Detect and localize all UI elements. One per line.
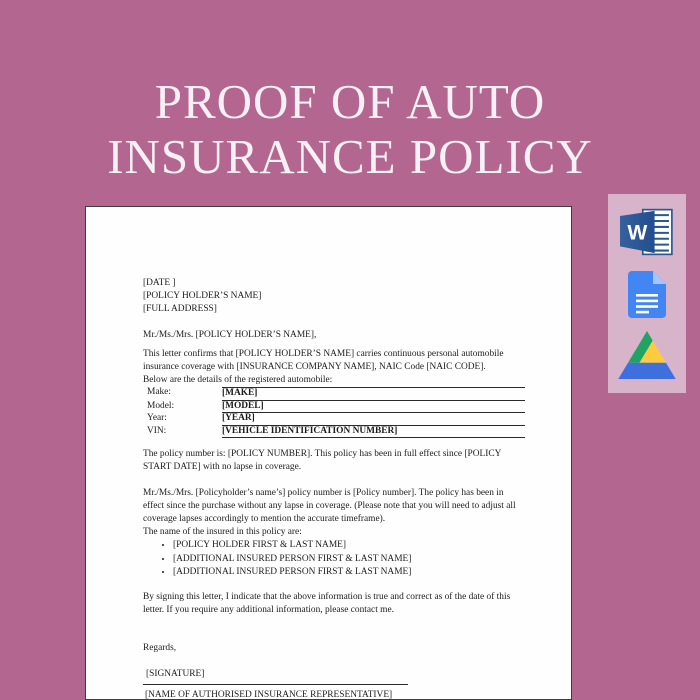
representative-name-line: [NAME OF AUTHORISED INSURANCE REPRESENTATIVE]: [145, 689, 393, 700]
google-docs-icon: [628, 271, 666, 318]
regards-line: Regards,: [143, 642, 177, 653]
list-item: • [POLICY HOLDER FIRST & LAST NAME]: [173, 539, 525, 553]
confirmation-paragraph: This letter confirms that [POLICY HOLDER’S NAME] carries continuous personal automobile insurance coverage with [INSURANCE COMPANY NAME], NAIC Code [NAIC CODE].: [143, 349, 504, 372]
policy-effect-paragraph: Mr./Ms./Mrs. [Policyholder’s name’s] policy number is [Policy number]. The policy has been in effect since the purchase without any lapse in coverage. (Please note that you will need to adjust all coverage lapses accordingly to mention the accurate timeframe).: [143, 488, 516, 524]
poster-title-line1: PROOF OF AUTO: [154, 74, 546, 129]
signing-paragraph: By signing this letter, I indicate that the above information is true and correct as of the date of this letter. If you require any additional information, please contact me.: [143, 591, 511, 615]
list-item: • [ADDITIONAL INSURED PERSON FIRST & LAST NAME]: [173, 566, 525, 580]
letter-page: [85, 206, 572, 700]
vehicle-row-label: VIN:: [147, 425, 167, 436]
table-row: [143, 426, 525, 439]
google-drive-icon: [618, 331, 676, 380]
vehicle-row-label: Year:: [147, 413, 167, 423]
vehicle-row-label: Model:: [147, 400, 175, 411]
insured-names-list: [143, 539, 525, 580]
microsoft-word-icon: [620, 207, 674, 257]
policy-number-paragraph: The policy number is: [POLICY NUMBER]. This policy has been in full effect since [POLICY START DATE] with no lapse in coverage.: [143, 449, 502, 472]
signature-line: [143, 684, 408, 685]
word-letter: W: [627, 221, 648, 245]
poster-title: [0, 74, 700, 184]
date-line: [DATE ]: [143, 278, 176, 288]
vehicle-row-value: [VEHICLE IDENTIFICATION NUMBER]: [222, 426, 525, 439]
table-row: [143, 413, 525, 426]
file-format-panel: [608, 194, 686, 393]
salutation: Mr./Ms./Mrs. [POLICY HOLDER’S NAME],: [143, 330, 317, 340]
vehicle-row-value: [YEAR]: [222, 413, 525, 426]
insured-intro: The name of the insured in this policy are:: [143, 527, 302, 537]
policy-holder-name-line: [POLICY HOLDER’S NAME]: [143, 291, 262, 301]
signature-placeholder: [SIGNATURE]: [146, 668, 205, 679]
vehicle-row-value: [MAKE]: [222, 387, 525, 401]
table-row: [143, 401, 525, 414]
details-intro: Below are the details of the registered automobile:: [143, 375, 333, 385]
table-row: [143, 387, 525, 401]
address-line: [FULL ADDRESS]: [143, 304, 217, 314]
list-item: • [ADDITIONAL INSURED PERSON FIRST & LAST NAME]: [173, 553, 525, 567]
poster-title-line2: INSURANCE POLICY: [107, 129, 593, 184]
letter-content: [143, 277, 525, 700]
vehicle-details-table: [143, 387, 525, 438]
vehicle-row-label: Make:: [147, 387, 171, 397]
vehicle-row-value: [MODEL]: [222, 401, 525, 414]
